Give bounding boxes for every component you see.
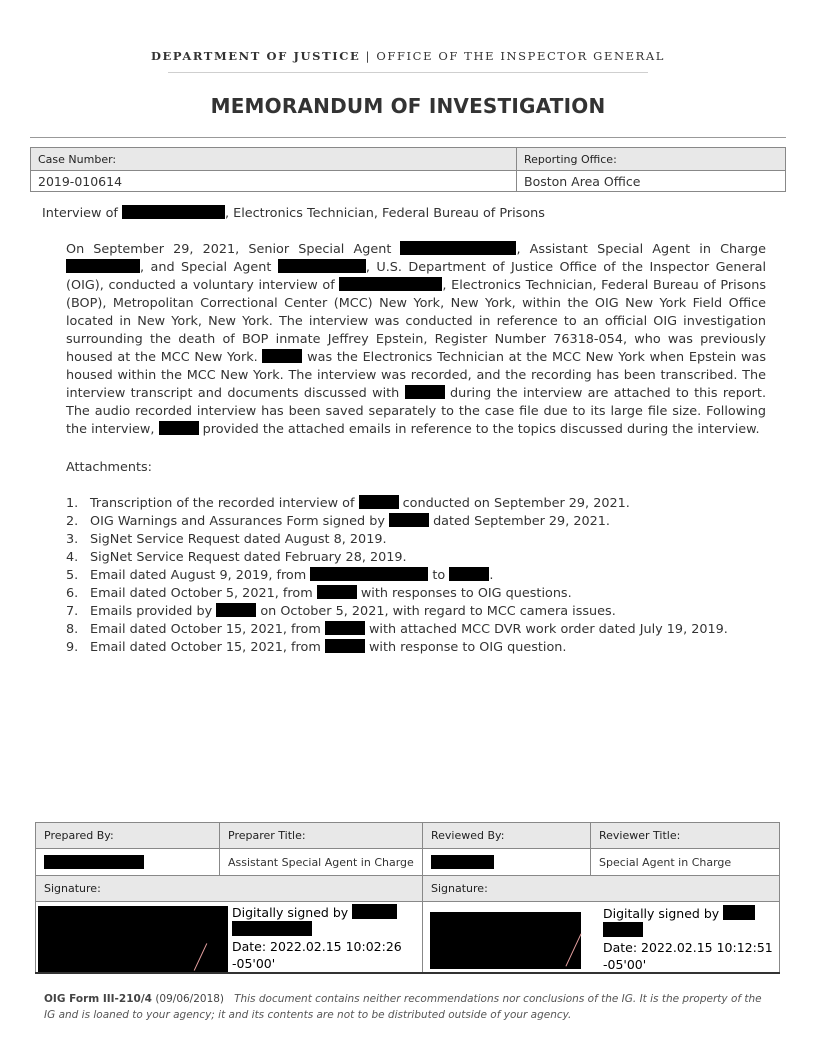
item-text: with response to OIG question. [368,640,567,655]
redaction [66,259,140,273]
redaction [431,855,494,869]
page-title: MEMORANDUM OF INVESTIGATION [210,94,606,118]
sig-timezone: -05'00' [232,956,276,971]
redaction [449,567,489,581]
item-number: 4. [66,550,79,565]
redaction [359,495,399,509]
item-text: to [432,568,446,583]
sig-timezone: -05'00' [603,957,647,972]
form-footer [44,991,774,1023]
item-text: conducted on September 29, 2021. [402,496,630,511]
redaction [278,259,366,273]
prepared-by-label: Prepared By: [36,823,220,849]
list-item [66,549,766,567]
signature-redaction [430,912,581,969]
body-text: , U.S. Department of Justice Office of the Inspector General (OIG), conducted a voluntary interview of [66,260,767,293]
item-text: on October 5, 2021, with regard to MCC camera issues. [260,604,616,619]
sig-name-line [603,922,773,939]
signature-redaction [38,906,228,972]
item-text: dated September 29, 2021. [433,514,610,529]
case-info-table [30,147,786,192]
item-text: OIG Warnings and Assurances Form signed by [90,514,385,529]
reporting-office-label: Reporting Office: [517,148,786,171]
form-number: OIG Form III-210/4 [44,993,152,1005]
sig-signed-line [232,904,402,921]
item-number: 1. [66,496,79,511]
title-divider [30,137,786,138]
item-text: Email dated October 15, 2021, from [90,622,321,637]
dept-name: DEPARTMENT OF JUSTICE [150,49,361,63]
sig-date: Date: 2022.02.15 10:12:51 [603,940,773,955]
preparer-title-label: Preparer Title: [220,823,423,849]
department-header [0,49,816,63]
body-paragraph [66,241,766,439]
form-date: (09/06/2018) [151,993,225,1005]
item-number: 3. [66,532,79,547]
header-separator: | [360,49,377,63]
redaction [159,421,199,435]
item-text: Emails provided by [90,604,213,619]
redaction [44,855,144,869]
signature-bottom-rule [35,972,780,974]
item-number: 2. [66,514,79,529]
sig-date: Date: 2022.02.15 10:02:26 [232,939,402,954]
list-item [66,495,766,513]
body-text: provided the attached emails in reference to the topics discussed during the interview. [202,422,760,437]
list-item [66,513,766,531]
item-text: Email dated August 9, 2019, from [90,568,307,583]
item-text: with responses to OIG questions. [360,586,572,601]
signature-label: Signature: [423,876,780,902]
list-item [66,639,766,657]
interview-suffix: , Electronics Technician, Federal Bureau of Prisons [225,206,545,221]
list-item [66,603,766,621]
redaction [216,603,256,617]
redaction [400,241,516,255]
redaction [325,639,365,653]
item-text: . [489,568,494,583]
office-name: OFFICE OF THE INSPECTOR GENERAL [376,49,666,63]
item-text: Email dated October 5, 2021, from [90,586,313,601]
sig-signed-by: Digitally signed by [603,906,720,921]
reviewer-signature [423,902,780,973]
reviewer-title-value: Special Agent in Charge [591,849,780,876]
sig-signed-by: Digitally signed by [232,905,349,920]
footer-notice: This document contains neither recommendations nor conclusions of the IG. It is the property of the IG and is loaned to your agency; it and its contents are not to be distributed outside of your agency. [44,993,762,1021]
item-number: 7. [66,604,79,619]
item-number: 6. [66,586,79,601]
redaction [310,567,428,581]
item-number: 8. [66,622,79,637]
attachments-list [66,495,766,657]
redaction [405,385,445,399]
redaction [232,921,312,936]
body-text: during the interview are attached to this report. The audio recorded interview has been saved separately to the case file due to its large file size. Following the interview, [66,386,767,437]
reviewer-title-label: Reviewer Title: [591,823,780,849]
item-text: SigNet Service Request dated August 8, 2019. [90,532,387,547]
list-item [66,567,766,585]
redaction [723,905,755,920]
redaction [325,621,365,635]
item-text: Transcription of the recorded interview of [90,496,355,511]
interview-subject-line [42,205,545,223]
redaction [339,277,442,291]
prepared-by-value [36,849,220,876]
case-number-value: 2019-010614 [31,171,517,192]
reporting-office-value: Boston Area Office [517,171,786,192]
body-text: , and Special Agent [140,260,272,275]
sig-name-line [232,921,402,938]
item-text: Email dated October 15, 2021, from [90,640,321,655]
sig-signed-line [603,905,773,922]
item-text: with attached MCC DVR work order dated July 19, 2019. [368,622,728,637]
item-number: 5. [66,568,79,583]
list-item [66,585,766,603]
redaction [262,349,302,363]
body-text: , Electronics Technician, Federal Bureau of Prisons (BOP), Metropolitan Correctional Center (MCC) New York, New York, within the OIG New York Field Office located in New York, New York. The interview was conducted in reference to an official OIG investigation surrounding the death of BOP inmate Jeffrey Epstein, Register Number 76318-054, who was previously housed at the MCC New York. [66,278,766,365]
preparer-signature [36,902,423,973]
signature-table [35,822,780,973]
body-text: , Assistant Special Agent in Charge [516,242,766,257]
item-text: SigNet Service Request dated February 28, 2019. [90,550,407,565]
redaction [352,904,397,919]
list-item [66,621,766,639]
digital-signature-text [603,905,773,973]
attachments-heading: Attachments: [66,460,152,475]
item-number: 9. [66,640,79,655]
interview-prefix: Interview of [42,206,118,221]
redaction [389,513,429,527]
case-number-label: Case Number: [31,148,517,171]
body-text: On September 29, 2021, Senior Special Agent [66,242,392,257]
redaction [603,922,643,937]
signature-label: Signature: [36,876,423,902]
redaction [317,585,357,599]
reviewed-by-label: Reviewed By: [423,823,591,849]
list-item [66,531,766,549]
redaction [122,205,225,219]
body-text: was the Electronics Technician at the MCC New York when Epstein was housed within the MCC New York. The interview was recorded, and the recording has been transcribed. The interview transcript and documents discussed with [66,350,766,401]
preparer-title-value: Assistant Special Agent in Charge [220,849,423,876]
reviewed-by-value [423,849,591,876]
header-divider [168,72,648,73]
digital-signature-text [232,904,402,972]
